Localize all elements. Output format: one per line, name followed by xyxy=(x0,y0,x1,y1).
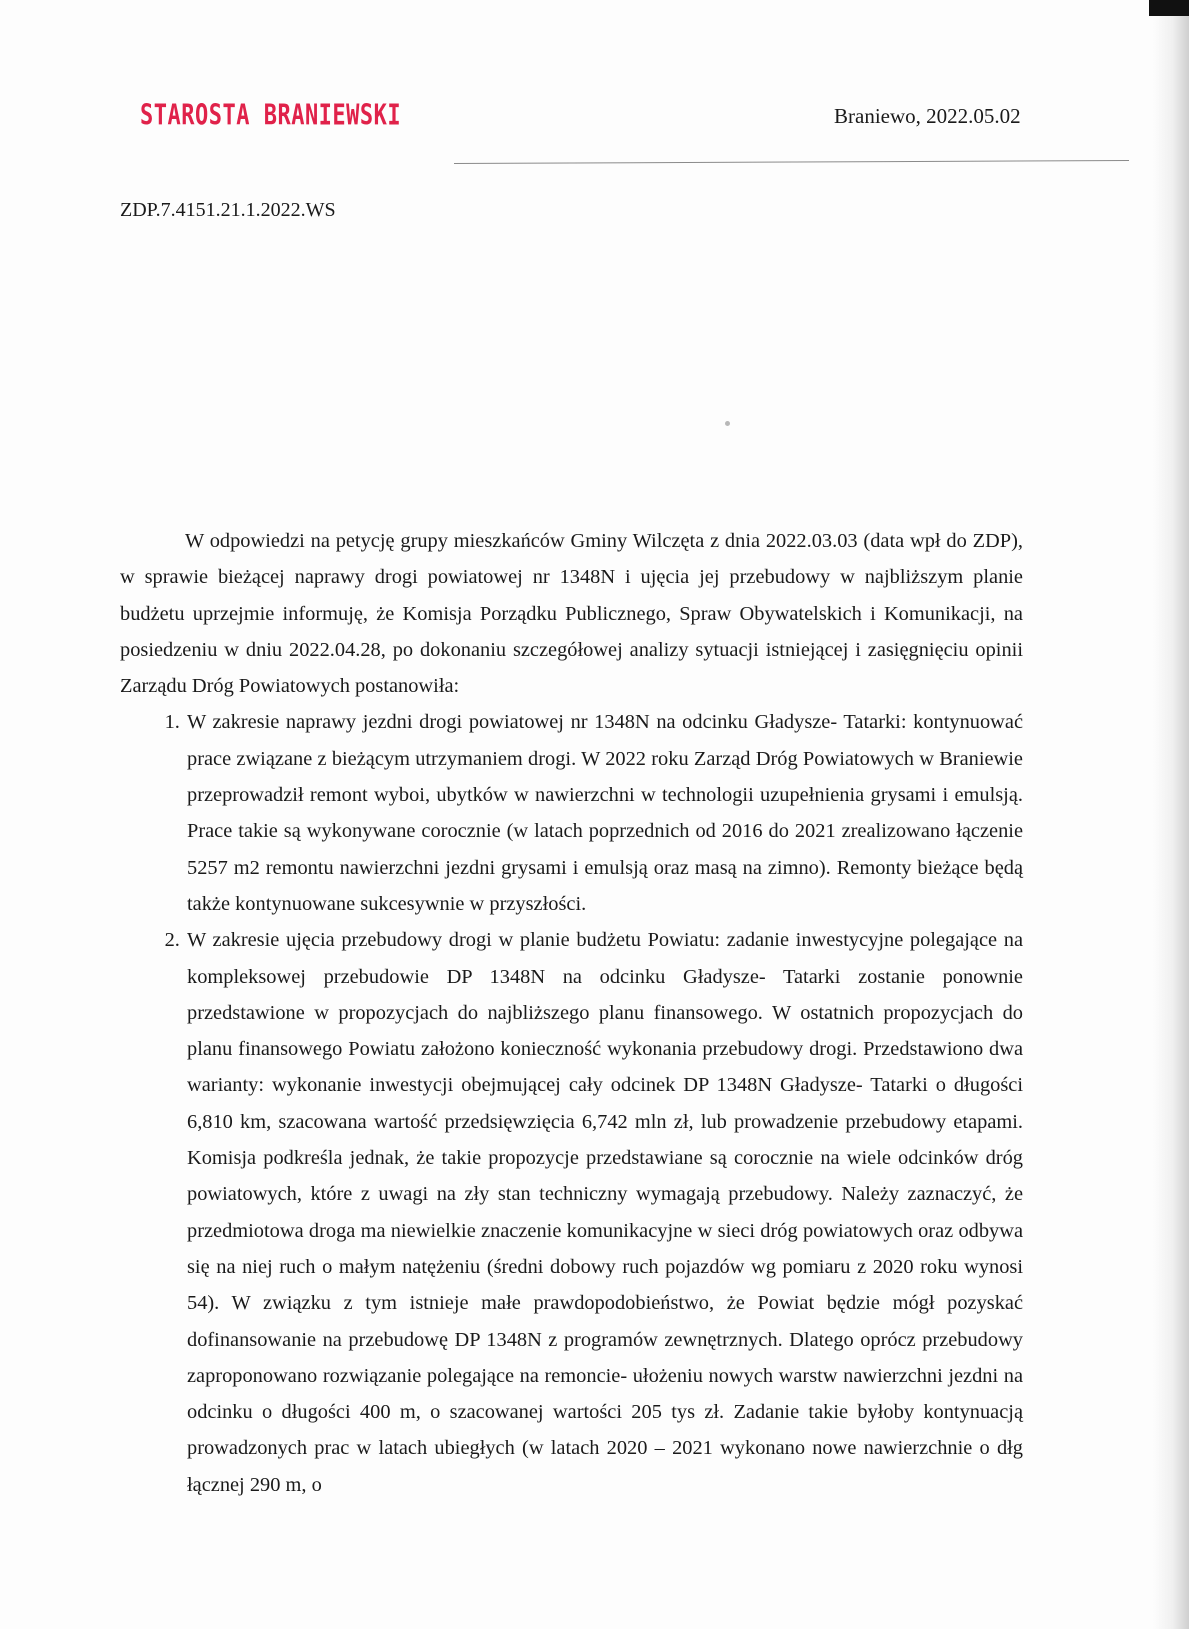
reference-number: ZDP.7.4151.21.1.2022.WS xyxy=(120,199,336,221)
scan-edge-shadow xyxy=(1153,0,1189,1629)
letter-body xyxy=(120,523,1023,1503)
intro-paragraph: W odpowiedzi na petycję grupy mieszkańców Gminy Wilczęta z dnia 2022.03.03 (data wpł do ZDP), w sprawie bieżącej naprawy drogi powiatowej nr 1348N i ujęcia jej przebudowy w najbliższym planie budżetu uprzejmie informuję, że Komisja Porządku Publicznego, Spraw Obywatelskich i Komunikacji, na posiedzeniu w dniu 2022.04.28, po dokonaniu szczegółowej analizy sytuacji istniejącej i zasięgnięciu opinii Zarządu Dróg Powiatowych postanowiła: xyxy=(120,530,1023,698)
decision-list xyxy=(120,704,1023,1503)
sender-stamp: STAROSTA BRANIEWSKI xyxy=(140,100,402,132)
letter-date: Braniewo, 2022.05.02 xyxy=(834,104,1021,128)
list-item: 1. W zakresie naprawy jezdni drogi powiatowej nr 1348N na odcinku Gładysze- Tatarki: kontynuować prace związane z bieżącym utrzymaniem drogi. W 2022 roku Zarząd Dróg Powiatowych w Braniewie przeprowadził remont wyboi, ubytków w nawierzchni w technologii uzupełnienia grysami i emulsją. Prace takie są wykonywane corocznie (w latach poprzednich od 2016 do 2021 zrealizowano łączenie 5257 m2 remontu nawierzchni jezdni grysami i emulsją oraz masą na zimno). Remonty bieżące będą także kontynuowane sukcesywnie w przyszłości. xyxy=(185,704,1023,922)
paper-speck xyxy=(725,421,730,426)
date-rule-line xyxy=(454,160,1129,164)
list-item: 2. W zakresie ujęcia przebudowy drogi w planie budżetu Powiatu: zadanie inwestycyjne polegające na kompleksowej przebudowie DP 1348N na odcinku Gładysze- Tatarki zostanie ponownie przedstawione w propozycjach do najbliższego planu finansowego. W ostatnich propozycjach do planu finansowego Powiatu założono konieczność wykonania przebudowy drogi. Przedstawiono dwa warianty: wykonanie inwestycji obejmującej cały odcinek DP 1348N Gładysze- Tatarki o długości 6,810 km, szacowana wartość przedsięwzięcia 6,742 mln zł, lub prowadzenie przebudowy etapami. Komisja podkreśla jednak, że takie propozycje przedstawiane są corocznie na wiele odcinków dróg powiatowych, które z uwagi na zły stan techniczny wymagają przebudowy. Należy zaznaczyć, że przedmiotowa droga ma niewielkie znaczenie komunikacyjne w sieci dróg powiatowych oraz odbywa się na niej ruch o małym natężeniu (średni dobowy ruch pojazdów wg pomiaru z 2020 roku wynosi 54). W związku z tym istnieje małe prawdopodobieństwo, że Powiat będzie mógł pozyskać dofinansowanie na przebudowę DP 1348N z programów zewnętrznych. Dlatego oprócz przebudowy zaproponowano rozwiązanie polegające na remoncie- ułożeniu nowych warstw nawierzchni jezdni na odcinku o długości 400 m, o szacowanej wartości 205 tys zł. Zadanie takie byłoby kontynuacją prowadzonych prac w latach ubiegłych (w latach 2020 – 2021 wykonano nowe nawierzchnie o dłg łącznej 290 m, o xyxy=(185,922,1023,1503)
scan-corner-mark xyxy=(1149,0,1189,16)
